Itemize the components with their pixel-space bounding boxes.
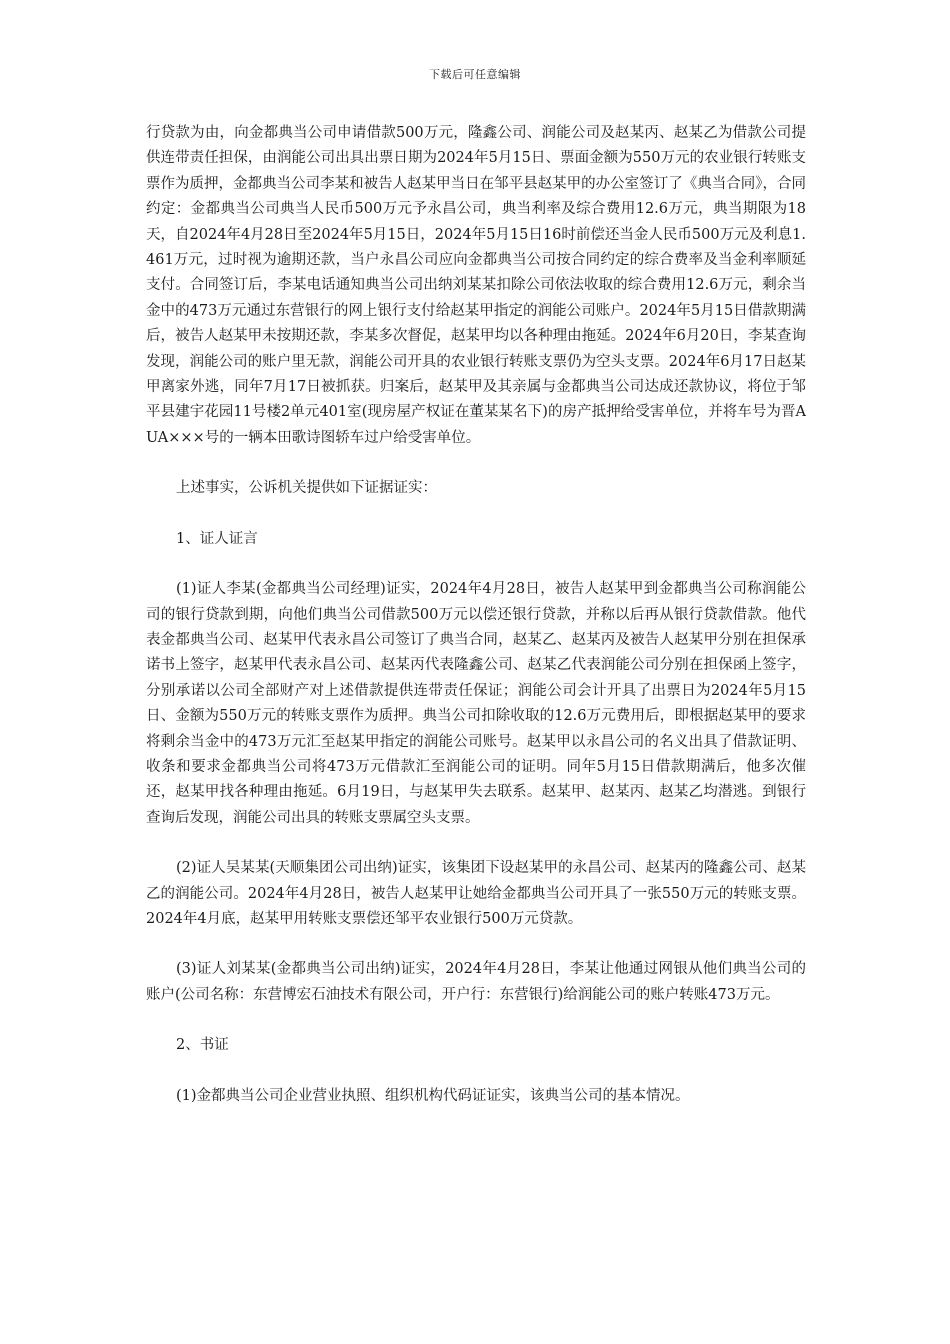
paragraph-case-facts: 行贷款为由，向金都典当公司申请借款500万元，隆鑫公司、润能公司及赵某丙、赵某乙为借款公司提供连带责任担保，由润能公司出具出票日期为2024年5月15日、票面金额为550万元的农业银行转账支票作为质押，金都典当公司李某和被告人赵某甲当日在邹平县赵某甲的办公室签订了《典当合同》，合同约定：金都典当公司典当人民币500万元予永昌公司，典当利率及综合费用12.6万元，典当期限为18天，自2024年4月28日至2024年5月15日，2024年5月15日16时前偿还当金人民币500万元及利息1.461万元，过时视为逾期还款，当户永昌公司应向金都典当公司按合同约定的综合费率及当金利率顺延支付。合同签订后，李某电话通知典当公司出纳刘某某扣除公司依法收取的综合费用12.6万元，剩余当金中的473万元通过东营银行的网上银行支付给赵某甲指定的润能公司账户。2024年5月15日借款期满后，被告人赵某甲未按期还款，李某多次督促，赵某甲均以各种理由拖延。2024年6月20日，李某查询发现，润能公司的账户里无款，润能公司开具的农业银行转账支票仍为空头支票。2024年6月17日赵某甲离家外逃，同年7月17日被抓获。归案后，赵某甲及其亲属与金都典当公司达成还款协议，将位于邹平县建宇花园11号楼2单元401室(现房屋产权证在董某某名下)的房产抵押给受害单位，并将车号为晋AUA×××号的一辆本田歌诗图轿车过户给受害单位。 [146,125,806,446]
document-body [146,121,806,1109]
paragraph-witness-1: (1)证人李某(金都典当公司经理)证实，2024年4月28日，被告人赵某甲到金都典当公司称润能公司的银行贷款到期，向他们典当公司借款500万元以偿还银行贷款，并称以后再从银行贷款借款。他代表金都典当公司、赵某甲代表永昌公司签订了典当合同，赵某乙、赵某丙及被告人赵某甲分别在担保承诺书上签字，赵某甲代表永昌公司、赵某丙代表隆鑫公司、赵某乙代表润能公司分别在担保函上签字，分别承诺以公司全部财产对上述借款提供连带责任保证；润能公司会计开具了出票日为2024年5月15日、金额为550万元的转账支票作为质押。典当公司扣除收取的12.6万元费用后，即根据赵某甲的要求将剩余当金中的473万元汇至赵某甲指定的润能公司账号。赵某甲以永昌公司的名义出具了借款证明、收条和要求金都典当公司将473万元借款汇至润能公司的证明。同年5月15日借款期满后，他多次催还，赵某甲找各种理由拖延。6月19日，与赵某甲失去联系。赵某甲、赵某丙、赵某乙均潜逃。到银行查询后发现，润能公司出具的转账支票属空头支票。 [146,581,806,826]
paragraph-documentary-1: (1)金都典当公司企业营业执照、组织机构代码证证实，该典当公司的基本情况。 [176,1087,690,1104]
paragraph-witness-3: (3)证人刘某某(金都典当公司出纳)证实，2024年4月28日，李某让他通过网银从他们典当公司的账户(公司名称：东营博宏石油技术有限公司，开户行：东营银行)给润能公司的账户转账473万元。 [146,961,806,1003]
page-header: 下载后可任意编辑 [429,68,521,81]
paragraph-evidence-intro: 上述事实，公诉机关提供如下证据证实： [176,480,437,497]
section-heading-documentary-evidence: 2、书证 [176,1037,229,1054]
section-heading-witness-testimony: 1、证人证言 [176,530,258,547]
paragraph-witness-2: (2)证人吴某某(天顺集团公司出纳)证实，该集团下设赵某甲的永昌公司、赵某丙的隆鑫公司、赵某乙的润能公司。2024年4月28日，被告人赵某甲让她给金都典当公司开具了一张550万元的转账支票。2024年4月底，赵某甲用转账支票偿还邹平农业银行500万元贷款。 [146,860,806,927]
